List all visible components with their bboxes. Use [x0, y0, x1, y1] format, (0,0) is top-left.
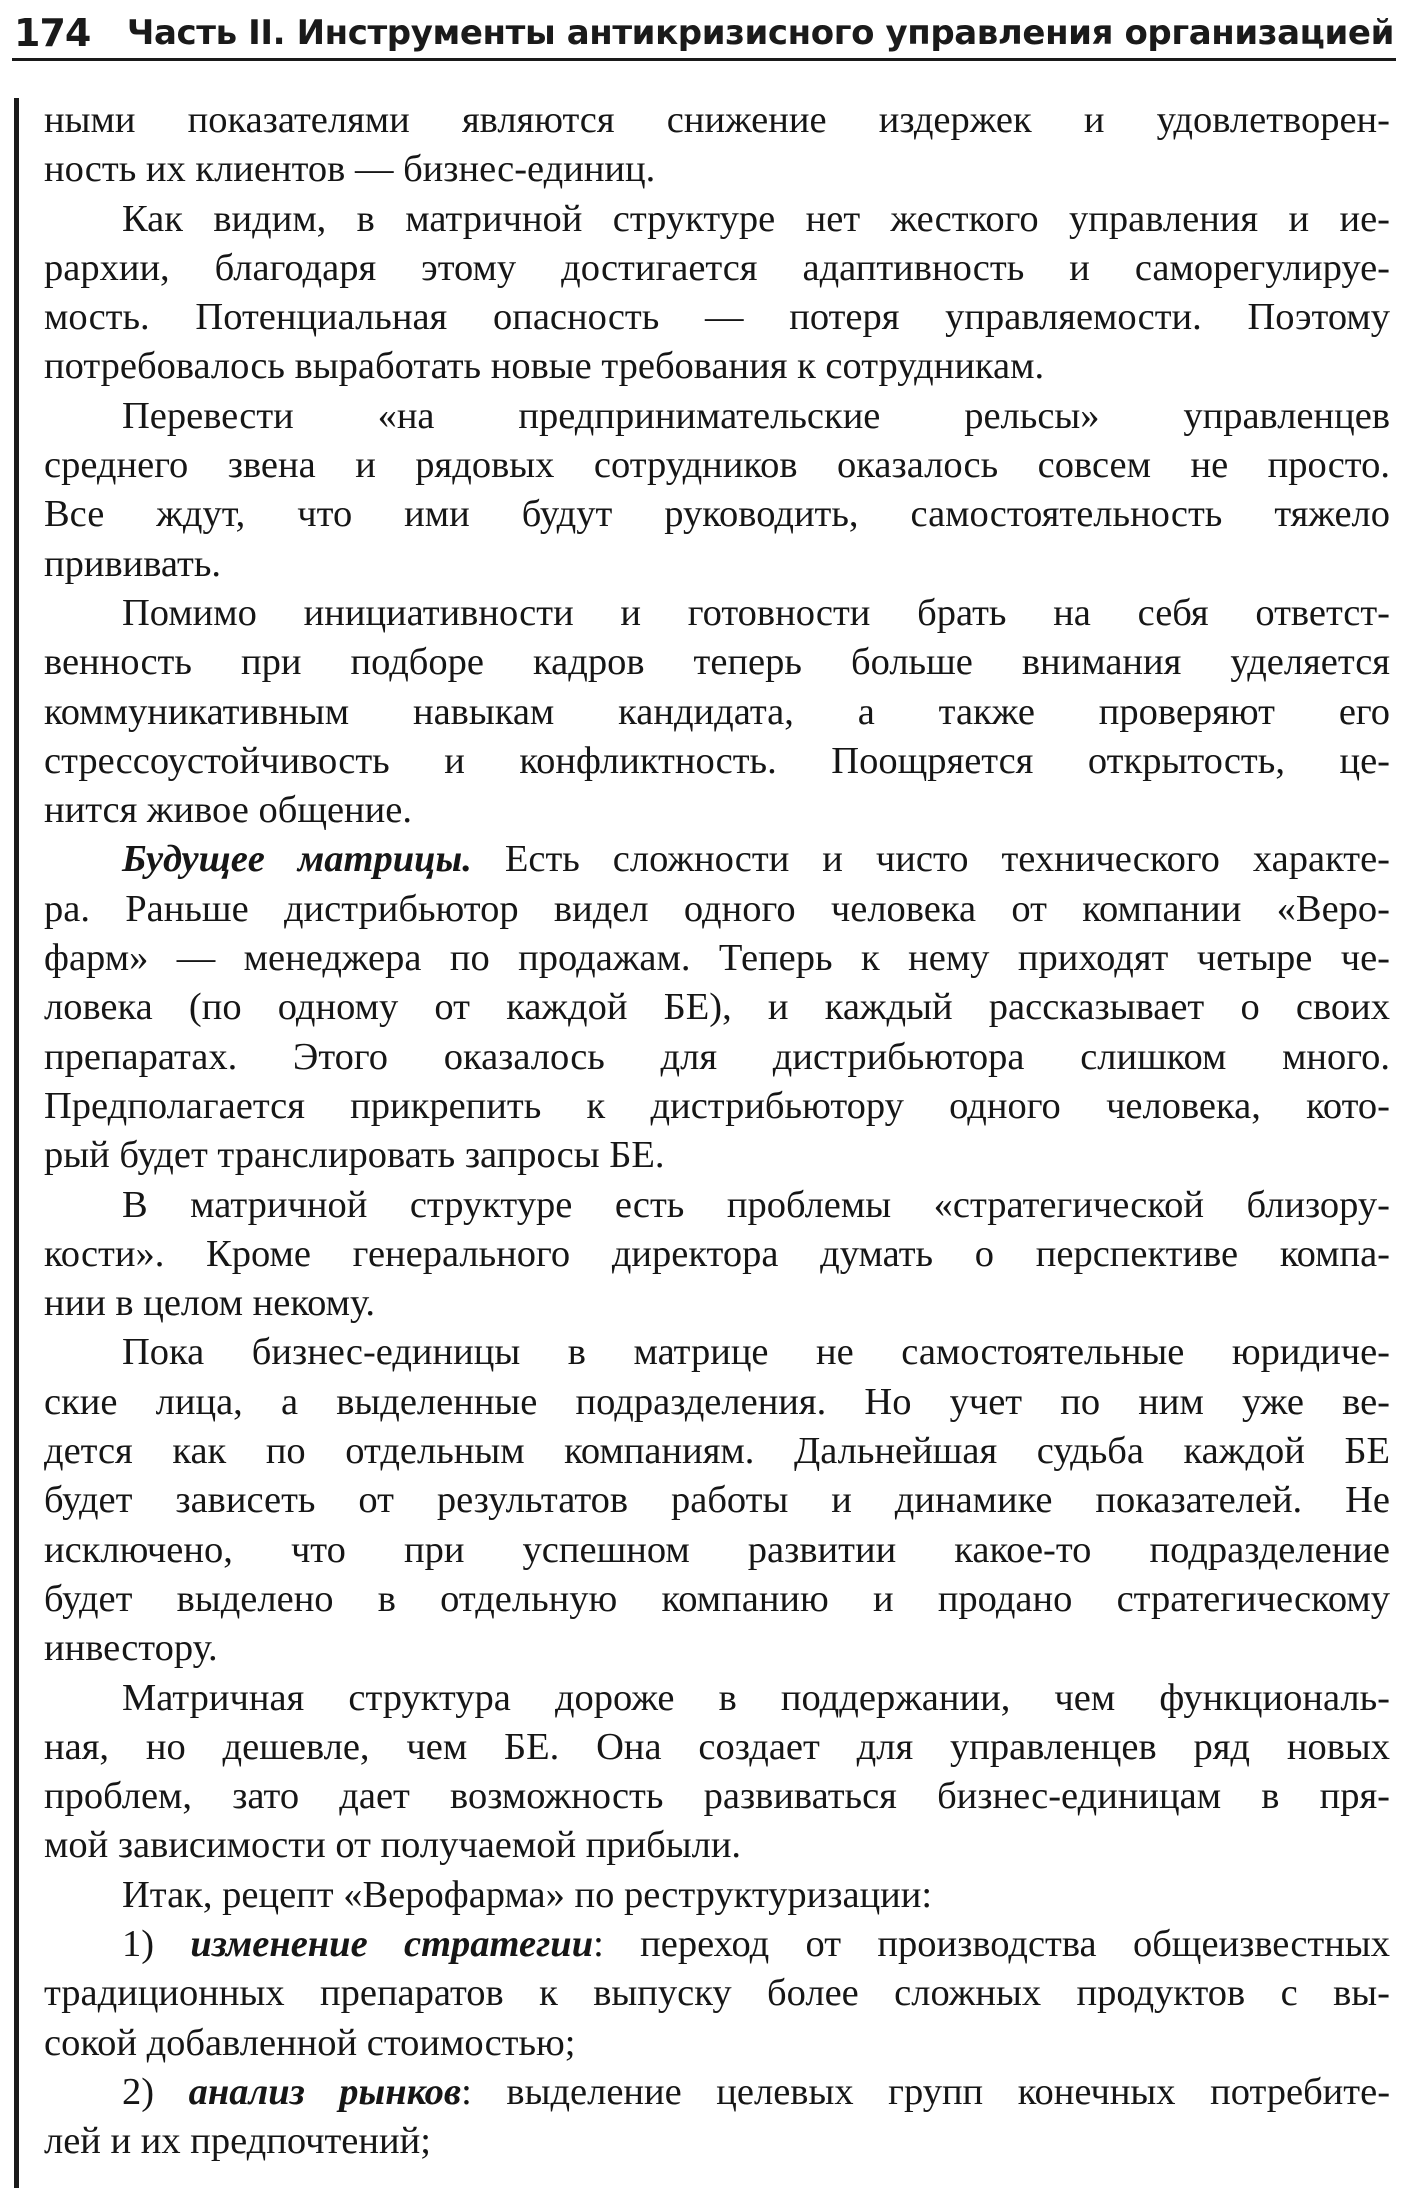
- text-line: венность при подборе кадров теперь больше внимания уделяется: [44, 641, 1390, 684]
- text-line: ность их клиентов — бизнес-единиц.: [44, 148, 656, 191]
- text-line: лей и их предпочтений;: [44, 2120, 431, 2163]
- text-line: ная, но дешевле, чем БЕ. Она создает для управленцев ряд новых: [44, 1725, 1390, 1768]
- text-line: дется как по отдельным компаниям. Дальнейшая судьба каждой БЕ: [44, 1430, 1390, 1473]
- body-text: [44, 96, 1390, 2166]
- text-line: мость. Потенциальная опасность — потеря управляемости. Поэтому: [44, 296, 1390, 339]
- text-line: Предполагается прикрепить к дистрибьютору одного человека, кото-: [44, 1084, 1390, 1127]
- list-item-line: 1) изменение стратегии: переход от производства общеизвестных: [122, 1922, 1390, 1965]
- text-line: стрессоустойчивость и конфликтность. Поощряется открытость, це-: [44, 739, 1390, 782]
- page-number: 174: [14, 11, 91, 55]
- text-line: рый будет транслировать запросы БЕ.: [44, 1134, 665, 1177]
- running-title: Часть II. Инструменты антикризисного управления организацией: [126, 13, 1394, 53]
- text-line: нится живое общение.: [44, 789, 412, 832]
- margin-bar: [14, 98, 19, 2188]
- text-line: коммуникативным навыкам кандидата, а также проверяют его: [44, 690, 1390, 733]
- text-line: традиционных препаратов к выпуску более сложных продуктов с вы-: [44, 1972, 1390, 2015]
- text-line: проблем, зато дает возможность развиваться бизнес-единицам в пря-: [44, 1775, 1390, 1818]
- text-line: мой зависимости от получаемой прибыли.: [44, 1824, 742, 1867]
- text-line: Будущее матрицы. Есть сложности и чисто технического характе-: [122, 838, 1391, 881]
- text-line: Перевести «на предпринимательские рельсы» управленцев: [122, 394, 1390, 437]
- text-line: препаратах. Этого оказалось для дистрибьютора слишком много.: [44, 1035, 1390, 1078]
- text-line: нии в целом некому.: [44, 1282, 375, 1325]
- text-line: В матричной структуре есть проблемы «стратегической близору-: [122, 1183, 1390, 1226]
- run-in-heading: Будущее матрицы.: [122, 838, 472, 881]
- header-rule: [12, 58, 1396, 61]
- text-line: будет выделено в отдельную компанию и продано стратегическому: [44, 1577, 1390, 1620]
- text-line: сокой добавленной стоимостью;: [44, 2021, 576, 2064]
- text-line: Матричная структура дороже в поддержании, чем функциональ-: [122, 1676, 1390, 1719]
- text-line: прививать.: [44, 542, 222, 585]
- text-line: рархии, благодаря этому достигается адаптивность и саморегулируе-: [44, 246, 1390, 289]
- text-line: ские лица, а выделенные подразделения. Но учет по ним уже ве-: [44, 1380, 1390, 1423]
- text-line: Все ждут, что ими будут руководить, самостоятельность тяжело: [44, 493, 1390, 536]
- text-line: Помимо инициативности и готовности брать на себя ответст-: [122, 591, 1390, 634]
- text-line: ловека (по одному от каждой БЕ), и каждый рассказывает о своих: [44, 986, 1390, 1029]
- text-line: Итак, рецепт «Верофарма» по реструктуризации:: [122, 1873, 933, 1916]
- text-line: будет зависеть от результатов работы и динамике показателей. Не: [44, 1479, 1390, 1522]
- text-line: среднего звена и рядовых сотрудников оказалось совсем не просто.: [44, 444, 1390, 487]
- text-line: ными показателями являются снижение издержек и удовлетворен-: [44, 99, 1390, 141]
- text-line: ра. Раньше дистрибьютор видел одного человека от компании «Веро-: [44, 887, 1390, 930]
- text-line: исключено, что при успешном развитии какое-то подразделение: [44, 1528, 1390, 1571]
- text-line: Пока бизнес-единицы в матрице не самостоятельные юридиче-: [122, 1331, 1390, 1374]
- list-term: анализ рынков: [188, 2070, 462, 2113]
- list-term: изменение стратегии: [190, 1922, 594, 1965]
- text-line: Как видим, в матричной структуре нет жесткого управления и ие-: [122, 197, 1390, 240]
- text-line: инвестору.: [44, 1627, 218, 1670]
- running-head: [14, 6, 1394, 56]
- list-item-line: 2) анализ рынков: выделение целевых групп конечных потребите-: [122, 2070, 1391, 2113]
- text-line: потребовалось выработать новые требования к сотрудникам.: [44, 345, 1045, 388]
- text-line: кости». Кроме генерального директора думать о перспективе компа-: [44, 1232, 1390, 1275]
- text-line: фарм» — менеджера по продажам. Теперь к нему приходят четыре че-: [44, 937, 1390, 980]
